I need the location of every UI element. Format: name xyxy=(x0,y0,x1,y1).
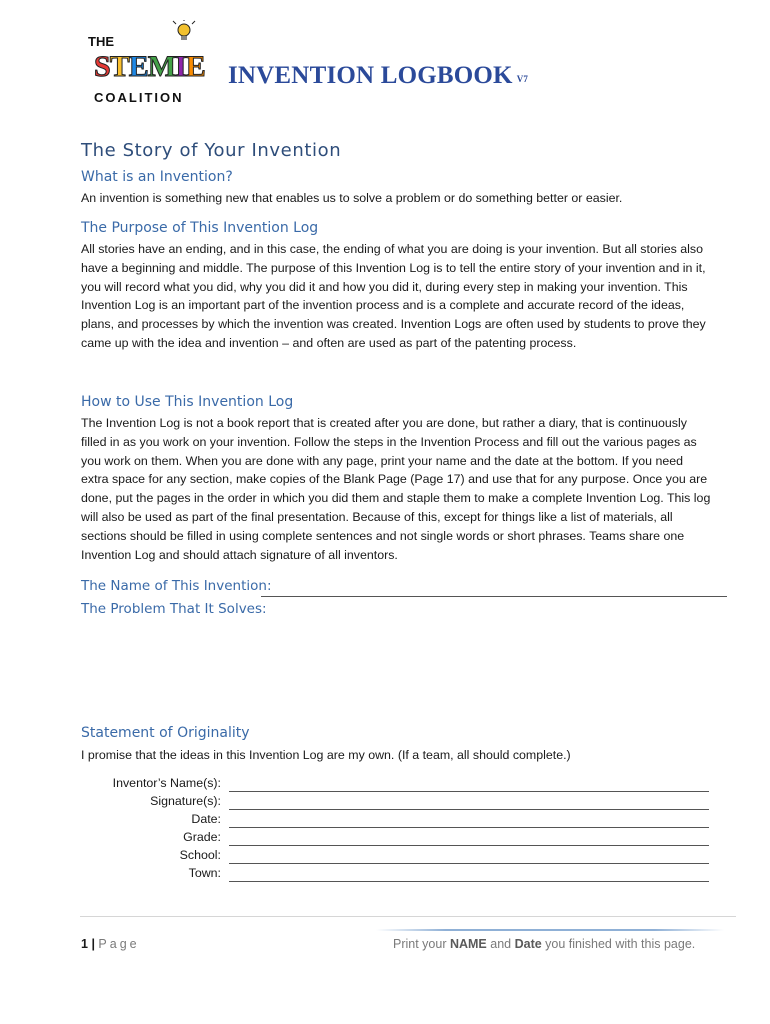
footer-note-date: Date xyxy=(514,937,542,951)
school-field[interactable] xyxy=(229,863,709,864)
inventor-name-field[interactable] xyxy=(229,791,709,792)
invention-name-field[interactable] xyxy=(261,596,727,597)
stemie-coalition-logo xyxy=(80,20,208,110)
text-line: will also be used as part of the final presentation. Because of this, except for things like a list of materials, all xyxy=(81,509,673,524)
text-line: have a beginning and middle. The purpose of this Invention Log is to tell the entire story of your invention and in it, xyxy=(81,260,706,275)
signature-label: Signature(s): xyxy=(150,794,221,808)
school-label: School: xyxy=(179,848,221,862)
invention-name-label: The Name of This Invention: xyxy=(81,578,272,594)
grade-field[interactable] xyxy=(229,845,709,846)
text-line: Invention Log and should attach signature of all inventors. xyxy=(81,547,398,562)
text-line: came up with the idea and invention – and often are used as part of the patenting process. xyxy=(81,335,577,350)
text-line: extra space for any section, make copies of the Blank Page (Page 17) and use that for any purpose. Once you are xyxy=(81,472,708,487)
footer-accent-line xyxy=(376,929,724,931)
text-line: An invention is something new that enables us to solve a problem or do something better or easier. xyxy=(81,191,623,205)
logo-stemie-text: STEMIE xyxy=(94,50,205,83)
text-line: The Invention Log is not a book report that is created after you are done, but rather a diary, that is continuously xyxy=(81,416,687,430)
text-line: filled in as you work on your invention. Follow the steps in the Invention Process and fill out the various pages as xyxy=(81,434,697,449)
footer-note-suffix: you finished with this page. xyxy=(541,937,696,951)
originality-heading: Statement of Originality xyxy=(81,725,250,741)
originality-promise xyxy=(81,746,737,765)
text-line: Invention Log is an important part of the invention process and is a complete and accurate record of the ideas, xyxy=(81,298,685,313)
version-label: V7 xyxy=(516,74,529,84)
text-line: you work on them. When you are done with any page, print your name and the date at the bottom. If you need xyxy=(81,453,684,468)
town-field[interactable] xyxy=(229,881,709,882)
document-title-text: INVENTION LOGBOOK xyxy=(228,62,513,89)
date-label: Date: xyxy=(191,812,221,826)
page-word: Page xyxy=(98,937,140,951)
footer-divider xyxy=(80,916,736,917)
text-line: sections should be filled in using complete sentences and not single words or short phrases. Teams share one xyxy=(81,528,685,543)
text-line: I promise that the ideas in this Invention Log are my own. (If a team, all should complete.) xyxy=(81,748,571,762)
footer-note-and: and xyxy=(486,937,515,951)
footer-note-prefix: Print your xyxy=(393,937,450,951)
text-line: All stories have an ending, and in this case, the ending of what you are doing is your invention. But all stories also xyxy=(81,242,703,256)
story-heading: The Story of Your Invention xyxy=(81,140,342,161)
text-line: plans, and processes by which the invention was created. Invention Logs are often used by students to prove they xyxy=(81,317,706,332)
page-number xyxy=(81,937,140,951)
what-is-invention-text xyxy=(81,189,737,208)
page-separator: | xyxy=(91,937,95,951)
logo-the-text: THE xyxy=(88,34,114,49)
text-line: done, put the pages in the order in which you did them and staple them to make a complete Invention Log. This log xyxy=(81,491,711,506)
document-title xyxy=(228,62,528,90)
page-number-value: 1 xyxy=(81,937,88,951)
signature-field[interactable] xyxy=(229,809,709,810)
footer-instruction xyxy=(393,937,695,951)
how-to-use-heading: How to Use This Invention Log xyxy=(81,394,294,410)
date-field[interactable] xyxy=(229,827,709,828)
how-to-use-paragraph xyxy=(81,414,737,564)
problem-answer-area[interactable] xyxy=(81,622,737,714)
grade-label: Grade: xyxy=(183,830,221,844)
footer-note-name: NAME xyxy=(449,937,487,951)
inventor-name-label: Inventor’s Name(s): xyxy=(112,776,221,790)
what-is-invention-heading: What is an Invention? xyxy=(81,169,233,185)
town-label: Town: xyxy=(188,866,221,880)
problem-label: The Problem That It Solves: xyxy=(81,601,267,617)
logo-coalition-text: COALITION xyxy=(94,90,184,105)
text-line: you will record what you did, why you did it and how you did it, during every step in making your invention. This xyxy=(81,279,688,294)
purpose-heading: The Purpose of This Invention Log xyxy=(81,220,319,236)
purpose-paragraph xyxy=(81,240,737,353)
